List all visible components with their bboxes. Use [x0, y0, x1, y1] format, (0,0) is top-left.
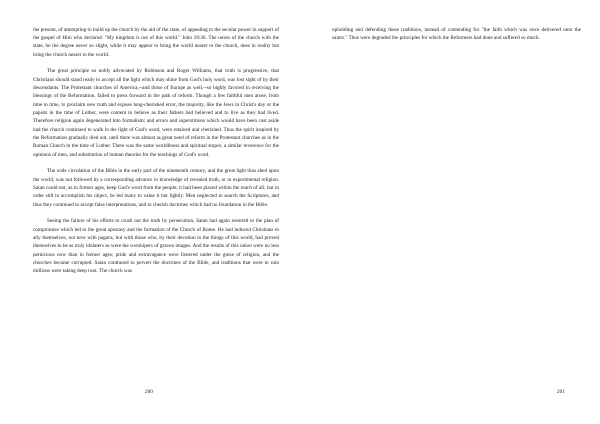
- paragraph: Seeing the failure of his efforts to crush out the truth by persecution, Satan had again resorted to the plan of compromise which led to the great apostasy and the formation of the Church of Rome. He had induced Christians to ally themselves, not now with pagans, but with those who, by their devotion to the things of this world, had proved themselves to be as truly idolaters as were the worshipers of graven images. And the results of this union were no less pernicious now than in former ages; pride and extravagance were fostered under the guise of religion, and the churches became corrupted. Satan continued to pervert the doctrines of the Bible, and traditions that were to ruin millions were taking deep root. The church was: [33, 218, 279, 275]
- paragraph: the present, of attempting to build up the church by the aid of the state, of appealing to the secular power in support of the gospel of Him who declared: "My kingdom is not of this world." John 18:36. The union of the church with the state, be the degree never so slight, while it may appear to bring the world nearer to the church, does in reality but bring the church nearer to the world.: [33, 26, 279, 58]
- paragraph: upholding and defending these traditions, instead of contending for "the faith which was once delivered unto the saints." Thus were degraded the principles for which the Reformers had done and suffered so much.: [332, 26, 581, 41]
- page-number: 201: [557, 389, 565, 395]
- right-page-text: [332, 26, 581, 43]
- left-page-text: [33, 26, 279, 276]
- paragraph: The great principle so nobly advocated by Robinson and Roger Williams, that truth is progressive, that Christians should stand ready to accept all the light which may shine from God's holy word, was lost sight of by their descendants. The Protestant churches of America,--and those of Europe as well,--so highly favored in receiving the blessings of the Reformation, failed to press forward in the path of reform. Though a few faithful men arose, from time to time, to proclaim new truth and expose long-cherished error, the majority, like the Jews in Christ's day or the papists in the time of Luther, were content to believe as their fathers had believed and to live as they had lived. Therefore religion again degenerated into formalism; and errors and superstitions which would have been cast aside had the church continued to walk in the light of God's word, were retained and cherished. Thus the spirit inspired by the Reformation gradually died out, until there was almost as great need of reform in the Protestant churches as in the Roman Church in the time of Luther. There was the same worldliness and spiritual stupor, a similar reverence for the opinions of men, and substitution of human theories for the teachings of God's word.: [33, 68, 279, 158]
- page-number: 200: [145, 389, 153, 395]
- right-page: [300, 0, 600, 424]
- paragraph: The wide circulation of the Bible in the early part of the nineteenth century, and the great light thus shed upon the world, was not followed by a corresponding advance in knowledge of revealed truth, or in experimental religion. Satan could not, as in former ages, keep God's word from the people; it had been placed within the reach of all; but in order still to accomplish his object, he led many to value it but lightly. Men neglected to search the Scriptures, and thus they continued to accept false interpretations, and to cherish doctrines which had no foundation in the Bible.: [33, 168, 279, 208]
